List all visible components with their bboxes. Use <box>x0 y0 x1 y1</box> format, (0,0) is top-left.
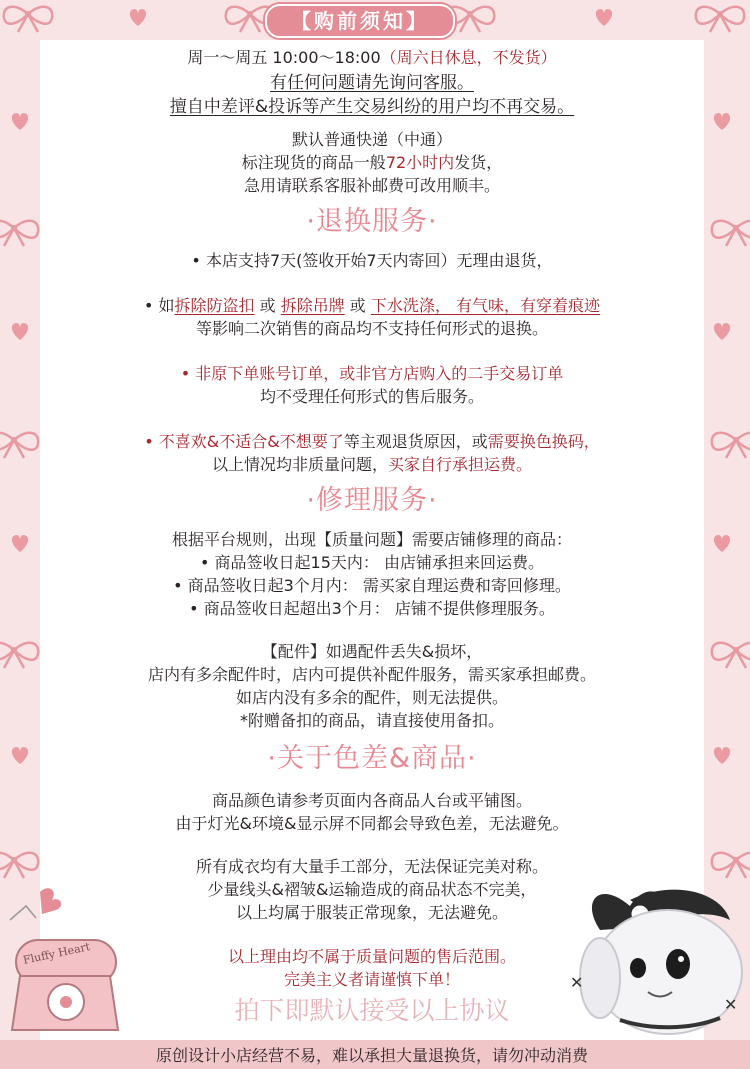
accessory-intro: 【配件】如遇配件丢失&损坏， <box>261 642 483 661</box>
shipping-time: 标注现货的商品一般72小时内发货， <box>241 153 503 172</box>
subjective-return-note: 以上情况均非质量问题，买家自行承担运费。 <box>211 455 533 474</box>
telephone-illustration <box>0 880 140 1040</box>
svg-text:Fluffy Heart: Fluffy Heart <box>21 940 92 967</box>
svg-text:✕: ✕ <box>724 995 738 1014</box>
accessory-unavailable: 如店内没有多余的配件，则无法提供。 <box>235 688 508 707</box>
agreement-line: 拍下即默认接受以上协议 <box>234 996 510 1025</box>
perfectionist-warning: 完美主义者请谨慎下单！ <box>283 970 460 989</box>
handmade-line: 所有成衣均有大量手工部分，无法保证完美对称。 <box>195 857 548 876</box>
repair-over-3-months: • 商品签收日起超出3个月： 店铺不提供修理服务。 <box>189 599 555 618</box>
repair-rule-intro: 根据平台规则，出现【质量问题】需要店铺修理的商品： <box>171 530 572 549</box>
return-service-heading: ·退换服务· <box>306 206 438 237</box>
notice-banner: 【购前须知】 <box>265 4 455 38</box>
ask-service-line: 有任何问题请先询问客服。 <box>270 73 474 93</box>
return-exclusions-note: 等影响二次销售的商品均不支持任何形式的退换。 <box>195 319 548 338</box>
footer-note: 原创设计小店经营不易，难以承担大量退换货，请勿冲动消费 <box>155 1046 588 1065</box>
subjective-return-line: • 不喜欢&不适合&不想要了等主观退货原因，或需要换色换码， <box>144 432 600 451</box>
heart-icon <box>40 888 61 914</box>
spare-button-note: *附赠备扣的商品，请直接使用备扣。 <box>239 711 504 730</box>
color-reference-line: 商品颜色请参考页面内各商品人台或平铺图。 <box>211 791 532 810</box>
normal-phenomenon-line: 以上均属于服装正常现象，无法避免。 <box>235 903 508 922</box>
color-difference-heading: ·关于色差&商品· <box>267 743 477 774</box>
business-hours: 周一～周五 10:00～18:00（周六日休息，不发货） <box>187 48 557 67</box>
return-policy-7day: • 本店支持7天(签收开始7天内寄回）无理由退货， <box>191 251 553 270</box>
accessory-replacement: 店内有多余配件时，店内可提供补配件服务，需买家承担邮费。 <box>147 665 596 684</box>
shipping-default: 默认普通快递（中通） <box>291 130 452 149</box>
svg-text:✕: ✕ <box>570 973 584 992</box>
fluffy-character-illustration <box>560 860 750 1040</box>
repair-service-heading: ·修理服务· <box>306 485 438 516</box>
imperfection-line: 少量线头&褶皱&运输造成的商品状态不完美， <box>207 880 537 899</box>
shipping-express: 急用请联系客服补邮费可改用顺丰。 <box>243 176 500 195</box>
not-quality-issue-line: 以上理由均不属于质量问题的售后范围。 <box>227 947 516 966</box>
color-difference-line: 由于灯光&环境&显示屏不同都会导致色差，无法避免。 <box>175 814 569 833</box>
repair-3-months: • 商品签收日起3个月内： 需买家自理运费和寄回修理。 <box>173 576 571 595</box>
dispute-policy-line: 擅自中差评&投诉等产生交易纠纷的用户均不再交易。 <box>169 97 575 117</box>
non-original-order-line: • 非原下单账号订单，或非官方店购入的二手交易订单 <box>180 364 564 383</box>
return-exclusions: • 如拆除防盗扣 或 拆除吊牌 或 下水洗涤， 有气味，有穿着痕迹 <box>143 296 601 315</box>
non-original-order-note: 均不受理任何形式的售后服务。 <box>259 387 484 406</box>
repair-15-days: • 商品签收日起15天内： 由店铺承担来回运费。 <box>200 553 544 572</box>
